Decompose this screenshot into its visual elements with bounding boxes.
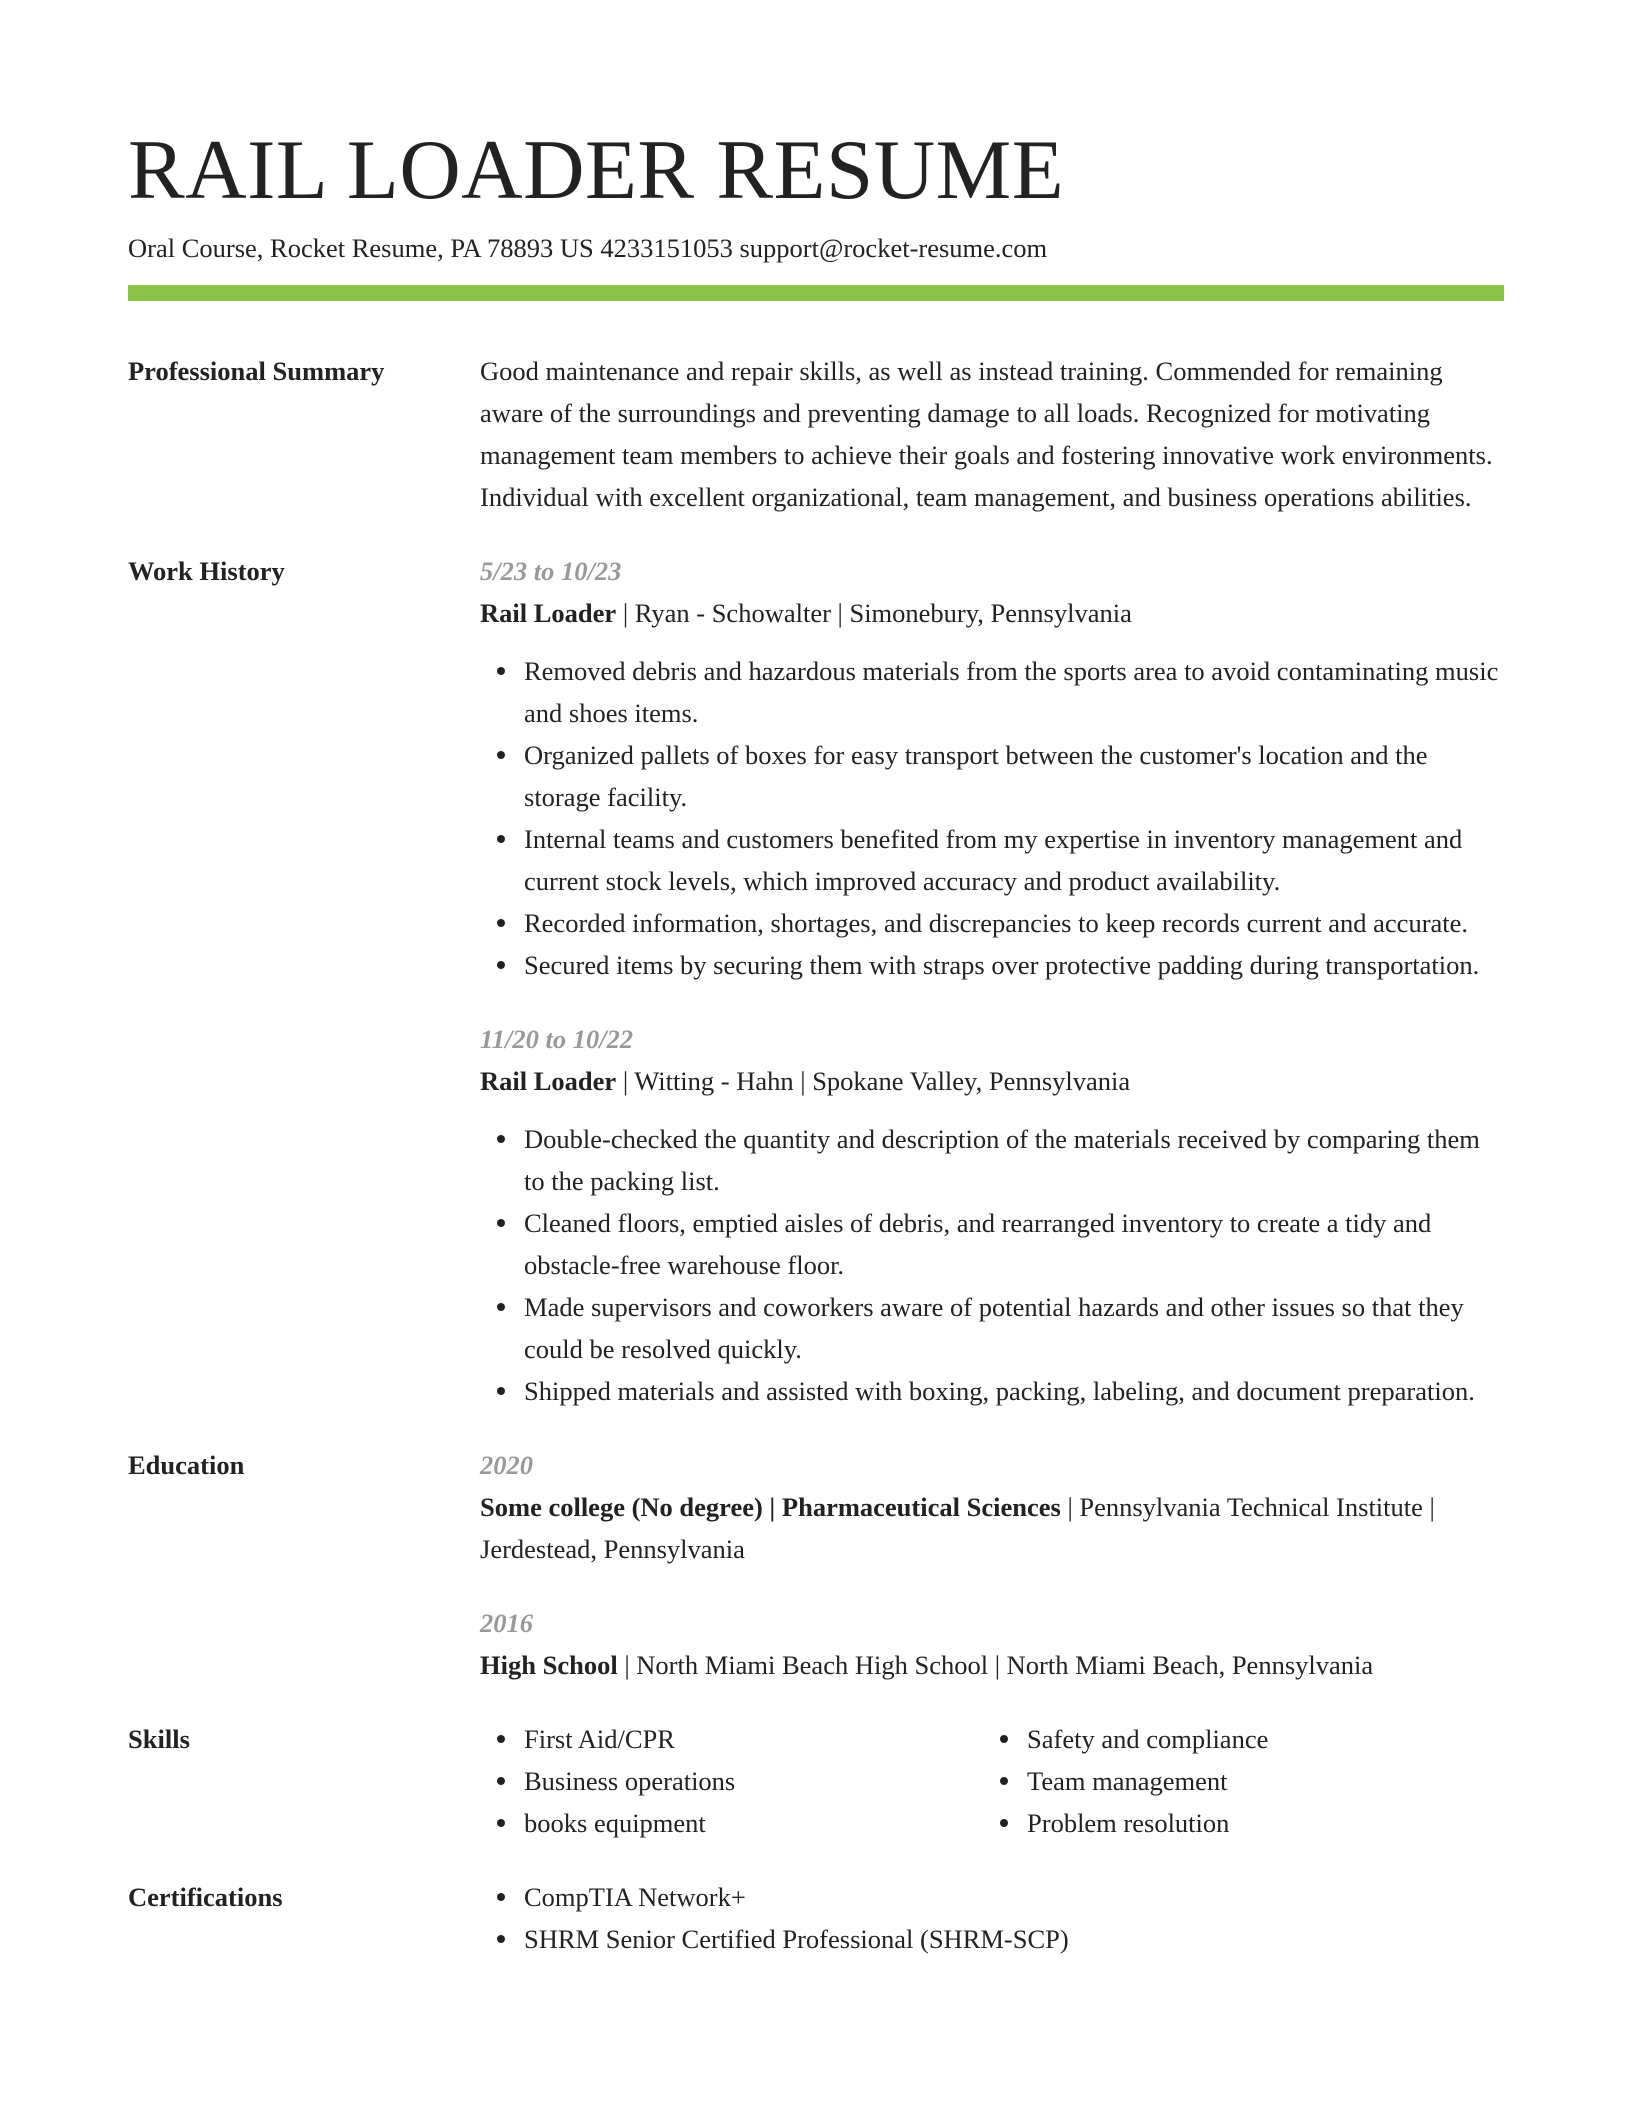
job-header <box>480 592 1504 634</box>
list-item: Shipped materials and assisted with boxing, packing, labeling, and document preparation. <box>524 1370 1504 1412</box>
job-title: Rail Loader <box>480 598 617 628</box>
section-heading-summary: Professional Summary <box>128 356 385 386</box>
job-entry <box>480 1018 1504 1412</box>
skills-grid <box>480 1718 1504 1844</box>
education-details <box>480 1644 1504 1686</box>
job-dates: 11/20 to 10/22 <box>480 1024 634 1054</box>
contact-info: Oral Course, Rocket Resume, PA 78893 US 4233151053 support@rocket-resume.com <box>128 233 1048 263</box>
job-title: Rail Loader <box>480 1066 617 1096</box>
job-header <box>480 1060 1504 1102</box>
certification-item: SHRM Senior Certified Professional (SHRM-SCP) <box>524 1918 1504 1960</box>
education-degree: Some college (No degree) | Pharmaceutical Sciences <box>480 1492 1061 1522</box>
list-item: Recorded information, shortages, and discrepancies to keep records current and accurate. <box>524 902 1504 944</box>
education-school: | Pennsylvania Technical Institute | Jerdestead, Pennsylvania <box>480 1492 1435 1564</box>
list-item: Removed debris and hazardous materials from the sports area to avoid contaminating music and shoes items. <box>524 650 1504 734</box>
skill-item: First Aid/CPR <box>524 1718 983 1760</box>
summary-text: Good maintenance and repair skills, as well as instead training. Commended for remaining aware of the surroundings and preventing damage to all loads. Recognized for motivating management team members to achieve their goals and fostering innovative work environments. Individual with excellent organizational, team management, and business operations abilities. <box>480 356 1493 512</box>
job-details: | Ryan - Schowalter | Simonebury, Pennsylvania <box>616 598 1132 628</box>
section-heading-work-history: Work History <box>128 556 285 586</box>
certification-item: CompTIA Network+ <box>524 1876 1504 1918</box>
section-summary <box>128 350 1504 518</box>
education-year: 2016 <box>480 1608 533 1638</box>
skills-column-left <box>480 1718 983 1844</box>
skill-item: Team management <box>1027 1760 1504 1802</box>
list-item: Cleaned floors, emptied aisles of debris, and rearranged inventory to create a tidy and obstacle-free warehouse floor. <box>524 1202 1504 1286</box>
section-education <box>128 1444 1504 1686</box>
skills-body <box>480 1718 1504 1844</box>
education-body <box>480 1444 1504 1686</box>
skill-item: books equipment <box>524 1802 983 1844</box>
section-certifications <box>128 1876 1504 1960</box>
list-item: Internal teams and customers benefited from my expertise in inventory management and current stock levels, which improved accuracy and product availability. <box>524 818 1504 902</box>
education-degree: High School <box>480 1650 618 1680</box>
certifications-body <box>480 1876 1504 1960</box>
skill-item: Safety and compliance <box>1027 1718 1504 1760</box>
education-school: | North Miami Beach High School | North Miami Beach, Pennsylvania <box>617 1650 1374 1680</box>
list-item: Double-checked the quantity and description of the materials received by comparing them to the packing list. <box>524 1118 1504 1202</box>
section-heading-skills: Skills <box>128 1724 190 1754</box>
job-bullets <box>480 1118 1504 1412</box>
skill-item: Problem resolution <box>1027 1802 1504 1844</box>
job-details: | Witting - Hahn | Spokane Valley, Pennsylvania <box>616 1066 1131 1096</box>
education-year: 2020 <box>480 1450 533 1480</box>
section-heading-education: Education <box>128 1450 245 1480</box>
education-entry <box>480 1602 1504 1686</box>
certifications-list <box>480 1876 1504 1960</box>
accent-divider <box>128 285 1504 301</box>
section-skills <box>128 1718 1504 1844</box>
section-heading-certifications: Certifications <box>128 1882 283 1912</box>
skills-column-right <box>983 1718 1504 1844</box>
skill-item: Business operations <box>524 1760 983 1802</box>
resume-body <box>128 350 1504 1992</box>
section-work-history <box>128 550 1504 1412</box>
resume-title: RAIL LOADER RESUME <box>128 123 1065 217</box>
list-item: Secured items by securing them with straps over protective padding during transportation. <box>524 944 1504 986</box>
job-dates: 5/23 to 10/23 <box>480 556 622 586</box>
job-bullets <box>480 650 1504 986</box>
education-details <box>480 1486 1504 1570</box>
list-item: Organized pallets of boxes for easy transport between the customer's location and the storage facility. <box>524 734 1504 818</box>
work-history-body <box>480 550 1504 1412</box>
education-entry <box>480 1444 1504 1570</box>
summary-body <box>480 350 1504 518</box>
job-entry <box>480 550 1504 986</box>
list-item: Made supervisors and coworkers aware of potential hazards and other issues so that they could be resolved quickly. <box>524 1286 1504 1370</box>
